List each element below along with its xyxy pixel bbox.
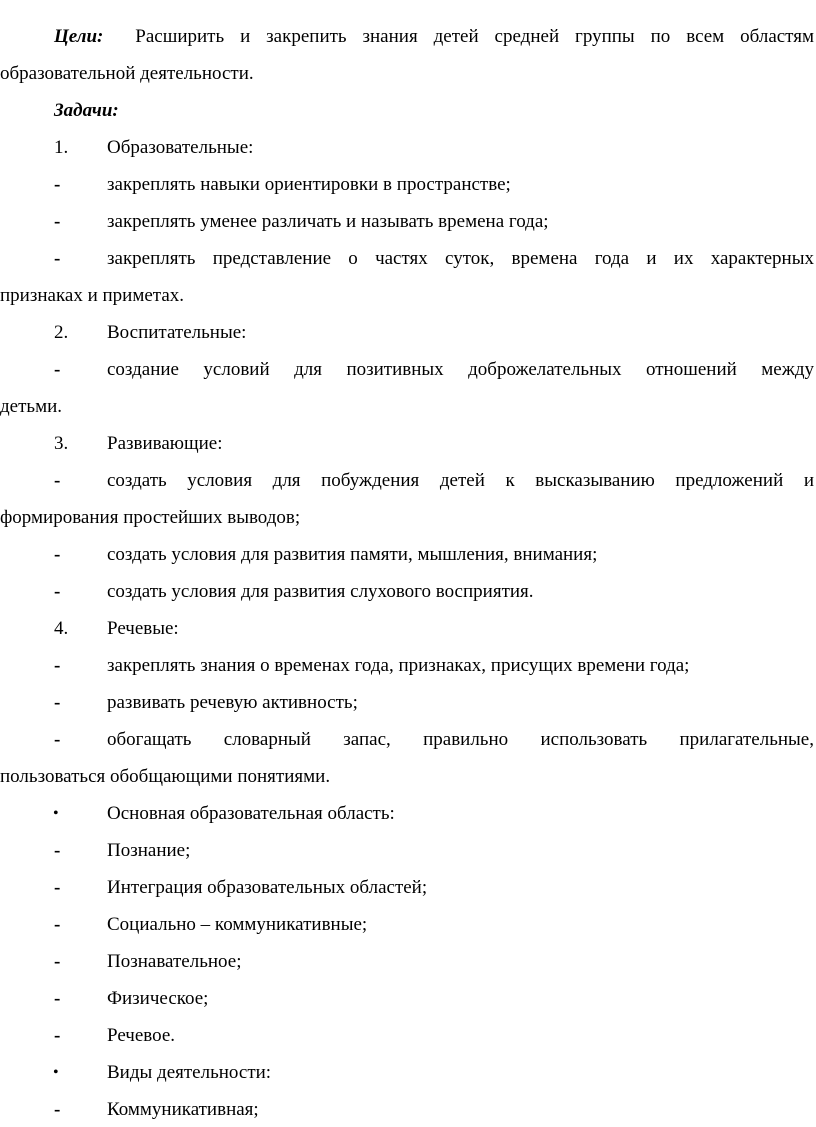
list-dash: - (54, 877, 61, 898)
section-1-title: Образовательные: (107, 137, 254, 158)
goals-label: Цели: (54, 26, 104, 47)
bullet-icon: • (53, 1064, 59, 1081)
list-dash: - (54, 692, 61, 713)
goals-paragraph-line1 (54, 22, 814, 52)
section-4-number: 4. (54, 618, 69, 639)
list-dash: - (54, 248, 61, 269)
list-item: Физическое; (107, 988, 209, 1009)
goals-text-line2: образовательной деятельности. (0, 63, 254, 84)
list-item: закреплять знания о временах года, признаках, присущих времени года; (107, 655, 690, 676)
list-item: создать условия для развития слухового восприятия. (107, 581, 534, 602)
list-item: Социально – коммуникативные; (107, 914, 368, 935)
list-item: Познание; (107, 840, 191, 861)
list-dash: - (54, 359, 61, 380)
areas-title: Основная образовательная область: (107, 803, 395, 824)
list-dash: - (54, 914, 61, 935)
list-dash: - (54, 840, 61, 861)
list-dash: - (54, 951, 61, 972)
list-item: развивать речевую активность; (107, 692, 358, 713)
list-dash: - (54, 470, 61, 491)
list-item-continuation: детьми. (0, 396, 63, 417)
list-dash: - (54, 729, 61, 750)
list-dash: - (54, 581, 61, 602)
list-item: создать условия для развития памяти, мышления, внимания; (107, 544, 598, 565)
section-2-number: 2. (54, 322, 69, 343)
section-2-title: Воспитательные: (107, 322, 247, 343)
list-item: создание условий для позитивных доброжелательных отношений между (107, 359, 814, 380)
list-item: Познавательное; (107, 951, 242, 972)
list-dash: - (54, 1099, 61, 1120)
list-item: закреплять уменее различать и называть времена года; (107, 211, 549, 232)
list-item: Речевое. (107, 1025, 176, 1046)
list-item: закреплять представление о частях суток, времена года и их характерных (107, 248, 814, 269)
tasks-heading: Задачи: (54, 100, 119, 121)
list-dash: - (54, 1025, 61, 1046)
list-dash: - (54, 655, 61, 676)
list-item: Интеграция образовательных областей; (107, 877, 428, 898)
list-dash: - (54, 174, 61, 195)
list-item-continuation: формирования простейших выводов; (0, 507, 301, 528)
list-item: обогащать словарный запас, правильно использовать прилагательные, (107, 729, 814, 750)
section-3-title: Развивающие: (107, 433, 223, 454)
list-item: Коммуникативная; (107, 1099, 259, 1120)
list-item-continuation: пользоваться обобщающими понятиями. (0, 766, 331, 787)
goals-text-line1: Расширить и закрепить знания детей средней группы по всем областям (135, 26, 814, 47)
list-item: закреплять навыки ориентировки в пространстве; (107, 174, 511, 195)
bullet-icon: • (53, 805, 59, 822)
section-3-number: 3. (54, 433, 69, 454)
section-4-title: Речевые: (107, 618, 179, 639)
list-item-continuation: признаках и приметах. (0, 285, 184, 306)
list-item: создать условия для побуждения детей к высказыванию предложений и (107, 470, 814, 491)
list-dash: - (54, 988, 61, 1009)
list-dash: - (54, 211, 61, 232)
list-dash: - (54, 544, 61, 565)
section-1-number: 1. (54, 137, 69, 158)
activities-title: Виды деятельности: (107, 1062, 272, 1083)
